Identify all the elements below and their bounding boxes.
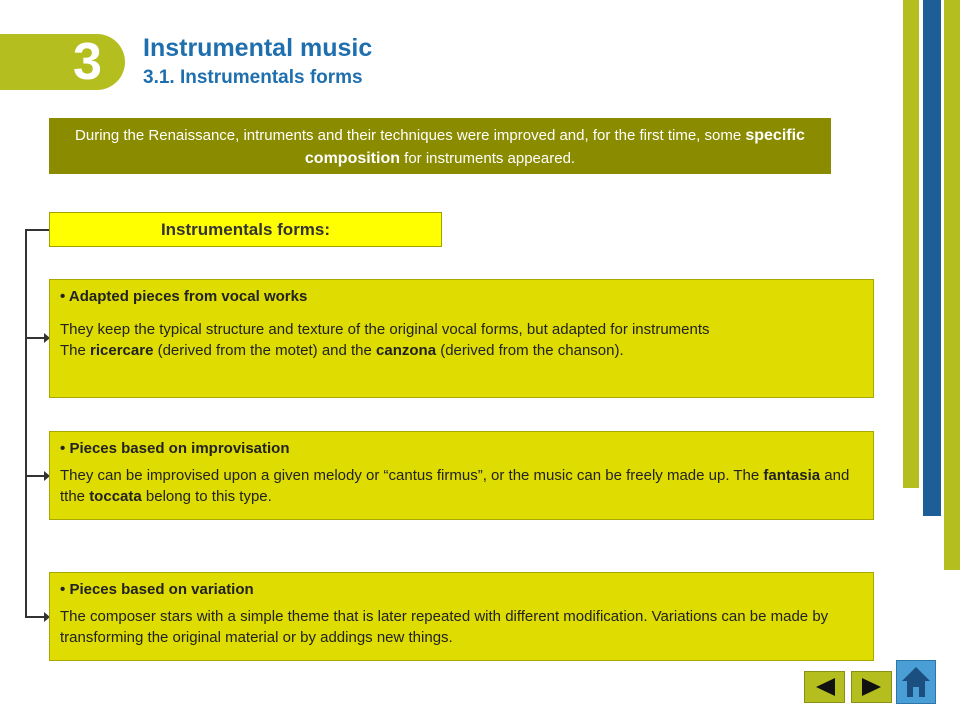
home-icon <box>897 661 935 703</box>
form-heading: • Adapted pieces from vocal works <box>60 288 308 305</box>
intro-text-part2: for instruments appeared. <box>400 150 576 167</box>
connector-arrow-2 <box>27 475 47 477</box>
form-description: The composer stars with a simple theme that is later repeated with different modification. Variations can be made by transforming the original material or by addings new things. <box>60 608 829 646</box>
intro-text-part1: During the Renaissance, intruments and their techniques were improved and, for the first time, some <box>75 127 746 144</box>
triangle-right-icon <box>860 676 884 698</box>
next-button[interactable] <box>851 671 892 703</box>
decorative-bar-lime-1 <box>903 0 919 488</box>
connector-top-line <box>25 229 49 231</box>
intro-text-bold: specific composition <box>304 127 805 167</box>
form-box-variation <box>49 572 874 661</box>
page-title: Instrumental music <box>143 34 373 62</box>
connector-arrow-1 <box>27 337 47 339</box>
home-button[interactable] <box>896 660 936 704</box>
decorative-bar-lime-2 <box>944 0 960 570</box>
chapter-number: 3 <box>73 33 102 91</box>
connector-arrow-3 <box>27 616 47 618</box>
form-description: They keep the typical structure and texture of the original vocal forms, but adapted for instruments <box>60 321 710 338</box>
form-examples: The ricercare (derived from the motet) and the canzona (derived from the chanson). <box>60 342 624 359</box>
form-heading: • Pieces based on improvisation <box>60 440 290 457</box>
triangle-left-icon <box>813 676 837 698</box>
connector-vertical-line <box>25 229 27 618</box>
form-description: They can be improvised upon a given melody or “cantus firmus”, or the music can be freely made up. The fantasia and tthe toccata belong to this type. <box>60 467 850 505</box>
previous-button[interactable] <box>804 671 845 703</box>
form-heading: • Pieces based on variation <box>60 581 254 598</box>
form-box-improvisation <box>49 431 874 520</box>
forms-header: Instrumentals forms: <box>49 212 442 247</box>
form-box-vocal-works <box>49 279 874 398</box>
decorative-bar-blue <box>923 0 941 516</box>
intro-box <box>49 118 831 174</box>
page-subtitle: 3.1. Instrumentals forms <box>143 67 363 88</box>
